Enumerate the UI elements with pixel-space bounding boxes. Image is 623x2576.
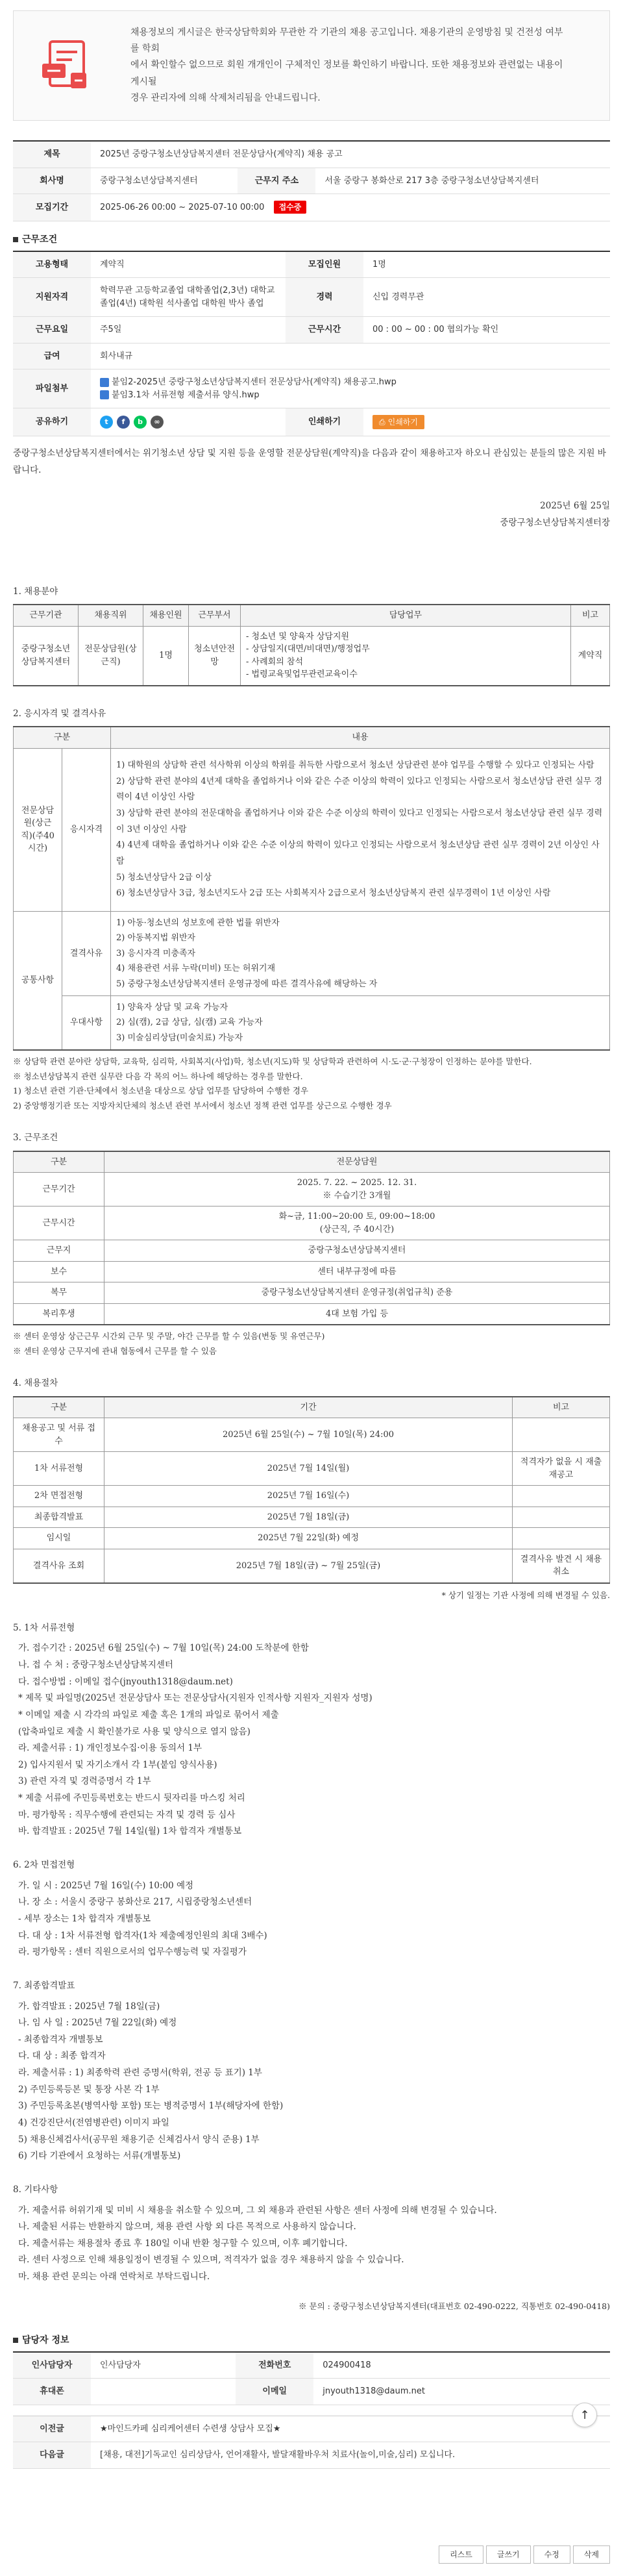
phone-value: 024900418 bbox=[313, 2352, 610, 2379]
file-name[interactable]: 붙임3.1차 서류전형 제출서류 양식.hwp bbox=[112, 390, 260, 400]
contact-note: ※ 문의 : 중랑구청소년상담복지센터(대표번호 02-490-0222, 직통번호 02-490-0418) bbox=[299, 2301, 610, 2311]
twitter-icon[interactable]: t bbox=[100, 416, 113, 429]
row-note bbox=[513, 1486, 610, 1507]
sub-cell: 응시자격 bbox=[62, 748, 111, 911]
share-cell bbox=[91, 408, 286, 436]
body-line: 가. 접수기간 : 2025년 6월 25일(수) ~ 7월 10일(목) 24:00 도착분에 한함 bbox=[18, 1643, 309, 1654]
row-key: 최종합격발표 bbox=[14, 1507, 104, 1528]
table-header: 채용인원 bbox=[143, 605, 189, 626]
notice-line: 경우 관리자에 의해 삭제처리됨을 안내드립니다. bbox=[130, 92, 321, 103]
body-line: 3) 주민등록초본(병역사항 포함) 또는 병적증명서 1부(해당자에 한함) bbox=[18, 2101, 284, 2112]
disq-item: 2) 아동복지법 위반자 bbox=[116, 933, 196, 944]
conditions-table bbox=[13, 251, 610, 437]
row-value bbox=[104, 1240, 610, 1262]
article-intro: 중랑구청소년상담복지센터에서는 위기청소년 상담 및 지원 등을 운영할 전문상담원(계약직)을 다음과 같이 채용하고자 하오니 관심있는 분들의 많은 지원 바랍니다. bbox=[13, 448, 606, 475]
row-key: 2차 면접전형 bbox=[14, 1486, 104, 1507]
post-info-table bbox=[13, 140, 610, 221]
facebook-icon[interactable]: f bbox=[117, 416, 130, 429]
duty-item: - 법령교육및업무관련교육이수 bbox=[246, 669, 358, 680]
body-line: 나. 장 소 : 서울시 중랑구 봉화산로 217, 시립중랑청소년센터 bbox=[18, 1897, 252, 1908]
phone-label: 전화번호 bbox=[236, 2352, 313, 2379]
row-key: 1차 서류전형 bbox=[14, 1452, 104, 1486]
org-cell: 중랑구청소년상담복지센터 bbox=[14, 626, 79, 686]
status-badge: 접수중 bbox=[274, 201, 307, 214]
delete-button[interactable]: 삭제 bbox=[573, 2545, 610, 2564]
sub-cell: 결격사유 bbox=[62, 912, 111, 996]
row-key: 복리후생 bbox=[14, 1303, 104, 1325]
article-date: 2025년 6월 25일 bbox=[540, 501, 610, 512]
table-row bbox=[14, 1240, 610, 1262]
body-line: * 제출 서류에 주민등록번호는 반드시 뒷자리를 마스킹 처리 bbox=[18, 1793, 245, 1804]
value-line: 2025. 7. 22. ~ 2025. 12. 31. bbox=[297, 1178, 417, 1188]
email-value[interactable]: jnyouth1318@daum.net bbox=[313, 2379, 610, 2405]
print-button[interactable] bbox=[373, 415, 424, 429]
body-line: 가. 일 시 : 2025년 7월 16일(수) 10:00 예정 bbox=[18, 1880, 194, 1891]
table-row bbox=[14, 1486, 610, 1507]
row-value bbox=[104, 1282, 610, 1304]
qual-item: 5) 청소년상담사 2급 이상 bbox=[116, 872, 212, 882]
article-body bbox=[13, 445, 610, 2314]
notice-line: 에서 확인할수 없으므로 회원 개개인이 구체적인 정보를 확인하기 바랍니다. 또한 채용정보와 관련없는 내용이 게시될 bbox=[130, 60, 563, 87]
link-icon[interactable]: ∞ bbox=[151, 416, 164, 429]
row-value bbox=[104, 1303, 610, 1325]
body-line: 6) 기타 기관에서 요청하는 서류(개별통보) bbox=[18, 2151, 181, 2162]
pref-item: 1) 양육자 상담 및 교육 가능자 bbox=[116, 1002, 228, 1012]
table-row bbox=[14, 1418, 610, 1452]
career-value: 신입 경력무관 bbox=[363, 278, 610, 317]
next-label: 다음글 bbox=[13, 2442, 91, 2469]
body-line: - 세부 장소는 1차 합격자 개별통보 bbox=[18, 1913, 151, 1924]
section-heading: 2. 응시자격 및 결격사유 bbox=[13, 708, 106, 719]
post-title: 2025년 중랑구청소년상담복지센터 전문상담사(계약직) 채용 공고 bbox=[91, 141, 610, 168]
qualification-value: 학력무관 고등학교졸업 대학졸업(2,3년) 대학교졸업(4년) 대학원 석사졸업 대학원 박사 졸업 bbox=[91, 278, 286, 317]
file-link[interactable] bbox=[100, 376, 601, 389]
print-button-label: 인쇄하기 bbox=[387, 418, 418, 427]
row-key: 근무시간 bbox=[14, 1207, 104, 1240]
note-cell: 계약직 bbox=[571, 626, 610, 686]
period-cell bbox=[91, 194, 610, 221]
qual-item: 6) 청소년상담사 3급, 청소년지도사 2급 또는 사회복지사 2급으로서 청소년상담복지 관련 실무경력이 1년 이상인 사람 bbox=[116, 888, 551, 899]
print-label: 인쇄하기 bbox=[286, 408, 363, 436]
row-value bbox=[104, 1173, 610, 1207]
table-header: 기간 bbox=[104, 1397, 513, 1418]
address-label: 근무지 주소 bbox=[238, 168, 315, 194]
title-label: 제목 bbox=[13, 141, 91, 168]
note-item: ※ 청소년상담복지 관련 실무란 다음 각 목의 어느 하나에 해당하는 경우를 말한다. bbox=[13, 1071, 303, 1081]
headcount-value: 1명 bbox=[363, 251, 610, 278]
table-header: 구분 bbox=[14, 1151, 104, 1173]
table-header: 근무기관 bbox=[14, 605, 79, 626]
section-heading: 6. 2차 면접전형 bbox=[13, 1860, 75, 1871]
row-note: 결격사유 발견 시 채용취소 bbox=[513, 1549, 610, 1583]
pref-item: 2) 심(캠), 2급 상담, 심(캠) 교육 가능자 bbox=[116, 1018, 263, 1028]
row-value: 2025년 7월 18일(금) bbox=[104, 1507, 513, 1528]
body-line: 다. 접수방법 : 이메일 접수(jnyouth1318@daum.net) bbox=[18, 1676, 233, 1687]
procedure-table bbox=[13, 1396, 610, 1584]
salary-value: 회사내규 bbox=[91, 343, 610, 369]
section-heading: 1. 채용분야 bbox=[13, 586, 58, 597]
section-heading: 3. 근무조건 bbox=[13, 1132, 58, 1144]
address-value: 서울 중랑구 봉화산로 217 3층 중랑구청소년상담복지센터 bbox=[315, 168, 610, 194]
email-label: 이메일 bbox=[236, 2379, 313, 2405]
employ-type-label: 고용형태 bbox=[13, 251, 91, 278]
disq-item: 4) 채용관련 서류 누락(미비) 또는 허위기재 bbox=[116, 964, 276, 974]
table-row bbox=[14, 1549, 610, 1583]
prev-post-link[interactable]: ★마인드카페 심리케어센터 수련생 상담사 모집★ bbox=[91, 2416, 610, 2442]
duty-item: - 사례회의 참석 bbox=[246, 657, 304, 667]
row-value: 2025년 6월 25일(수) ~ 7월 10일(목) 24:00 bbox=[104, 1418, 513, 1452]
square-bullet-icon bbox=[13, 237, 18, 242]
row-key: 결격사유 조회 bbox=[14, 1549, 104, 1583]
blog-icon[interactable]: b bbox=[134, 416, 147, 429]
contact-title: 담당자 정보 bbox=[22, 2334, 69, 2345]
body-line: 라. 제출서류 : 1) 개인정보수집·이용 동의서 1부 bbox=[18, 1743, 202, 1754]
dept-cell: 청소년안전망 bbox=[189, 626, 241, 686]
company-label: 회사명 bbox=[13, 168, 91, 194]
position-cell: 전문상담원(상근직) bbox=[79, 626, 143, 686]
section-body bbox=[13, 1640, 610, 1840]
disq-item: 3) 응시자격 미충족자 bbox=[116, 948, 196, 958]
row-value bbox=[104, 1207, 610, 1240]
body-line: 마. 평가항목 : 직무수행에 관련되는 자격 및 경력 등 심사 bbox=[18, 1809, 236, 1820]
table-row bbox=[14, 1507, 610, 1528]
row-value: 2025년 7월 16일(수) bbox=[104, 1486, 513, 1507]
value-line: ※ 수습기간 3개월 bbox=[323, 1190, 391, 1201]
mobile-label: 휴대폰 bbox=[13, 2379, 91, 2405]
value-line: (상근직, 주 40시간) bbox=[319, 1224, 395, 1234]
work-conditions-notes bbox=[13, 1329, 610, 1358]
work-days-label: 근무요일 bbox=[13, 317, 91, 344]
document-icon bbox=[33, 30, 104, 101]
note-item: ※ 상담학 관련 분야란 상담학, 교육학, 심리학, 사회복지(사업)학, 청소년(지도)학 및 상담학과 관련하여 시·도·군·구청장이 인정하는 분야를 말한다. bbox=[13, 1057, 532, 1067]
duty-item: - 상담일지(대면/비대면)/행정업무 bbox=[246, 644, 370, 655]
value-line: 센터 내부규정에 따름 bbox=[317, 1266, 397, 1277]
body-line: (압축파일로 제출 시 확인불가로 사용 및 양식으로 열지 않음) bbox=[18, 1726, 250, 1737]
notice-box bbox=[13, 10, 610, 121]
section-body bbox=[13, 1878, 610, 1961]
body-line: 다. 대 상 : 최종 합격자 bbox=[18, 2051, 106, 2062]
file-link[interactable] bbox=[100, 389, 601, 402]
print-cell bbox=[363, 408, 610, 436]
row-note: 적격자가 없을 시 재출 재공고 bbox=[513, 1452, 610, 1486]
note-item: 1) 청소년 관련 기관·단체에서 청소년을 대상으로 상담 업무를 담당하여 수행한 경우 bbox=[13, 1086, 309, 1096]
row-key: 임시일 bbox=[14, 1528, 104, 1549]
body-line: 다. 대 상 : 1차 서류전형 합격자(1차 제출예정인원의 최대 3배수) bbox=[18, 1930, 267, 1941]
prev-label: 이전글 bbox=[13, 2416, 91, 2442]
list-button[interactable]: 리스트 bbox=[439, 2545, 483, 2564]
count-cell: 1명 bbox=[143, 626, 189, 686]
sub-cell: 우대사항 bbox=[62, 995, 111, 1050]
file-icon bbox=[100, 390, 109, 399]
body-line: * 이메일 제출 시 각각의 파일로 제출 혹은 1개의 파일로 묶어서 제출 bbox=[18, 1709, 279, 1720]
section-heading: 4. 채용절차 bbox=[13, 1378, 58, 1389]
company-name: 중랑구청소년상담복지센터 bbox=[91, 168, 238, 194]
manager-label: 인사담당자 bbox=[13, 2352, 91, 2379]
write-button[interactable]: 글쓰기 bbox=[486, 2545, 531, 2564]
qualification-table bbox=[13, 726, 610, 1051]
career-label: 경력 bbox=[286, 278, 363, 317]
table-row bbox=[14, 1452, 610, 1486]
post-nav-table bbox=[13, 2416, 610, 2469]
files-cell bbox=[91, 369, 610, 408]
section-heading: 7. 최종합격발표 bbox=[13, 1980, 75, 1991]
table-header: 비고 bbox=[513, 1397, 610, 1418]
table-row bbox=[14, 1303, 610, 1325]
table-header: 비고 bbox=[571, 605, 610, 626]
group-cell: 공통사항 bbox=[14, 912, 62, 1051]
disq-item: 5) 중랑구청소년상담복지센터 운영규정에 따른 결격사유에 해당하는 자 bbox=[116, 979, 378, 989]
employ-type-value: 계약직 bbox=[91, 251, 286, 278]
bottom-buttons bbox=[439, 2545, 610, 2564]
body-line: 마. 채용 관련 문의는 아래 연락처로 부탁드립니다. bbox=[18, 2271, 210, 2282]
qual-item: 4) 4년제 대학을 졸업하거나 이와 같은 수준 이상의 학력이 있다고 인정되는 사람으로서 청소년상담 관련 실무 경력이 2년 이상인 사람 bbox=[116, 840, 600, 866]
section-heading: 8. 기타사항 bbox=[13, 2184, 58, 2195]
section-body bbox=[13, 1999, 610, 2165]
value-line: 화~금, 11:00~20:00 토, 09:00~18:00 bbox=[278, 1212, 435, 1222]
section-body bbox=[13, 2203, 610, 2286]
table-row bbox=[14, 1207, 610, 1240]
row-value: 2025년 7월 22일(화) 예정 bbox=[104, 1528, 513, 1549]
row-key: 근무지 bbox=[14, 1240, 104, 1262]
table-row bbox=[14, 1173, 610, 1207]
conditions-heading bbox=[13, 233, 610, 247]
work-time-label: 근무시간 bbox=[286, 317, 363, 344]
edit-button[interactable]: 수정 bbox=[533, 2545, 570, 2564]
row-note bbox=[513, 1418, 610, 1452]
note-item: ※ 센터 운영상 근무지에 관내 협동에서 근무를 할 수 있음 bbox=[13, 1345, 217, 1356]
row-note bbox=[513, 1507, 610, 1528]
qualification-notes bbox=[13, 1055, 610, 1113]
row-key: 근무기간 bbox=[14, 1173, 104, 1207]
period-label: 모집기간 bbox=[13, 194, 91, 221]
body-line: 나. 접 수 처 : 중랑구청소년상담복지센터 bbox=[18, 1659, 173, 1670]
disq-cell bbox=[111, 912, 610, 996]
row-value: 2025년 7월 14일(월) bbox=[104, 1452, 513, 1486]
conditions-title: 근무조건 bbox=[22, 234, 58, 245]
body-line: 4) 건강진단서(전염병관련) 이미지 파일 bbox=[18, 2117, 169, 2128]
arrow-up-icon: ↑ bbox=[580, 2408, 590, 2422]
headcount-label: 모집인원 bbox=[286, 251, 363, 278]
procedure-note: * 상기 일정는 기관 사정에 의해 변경될 수 있음. bbox=[441, 1590, 610, 1600]
qual-item: 2) 상담학 관련 분야의 4년제 대학을 졸업하거나 이와 같은 수준 이상의 학력이 있다고 인정되는 사람으로서 청소년상담 관련 실무 경력이 4년 이상인 사람 bbox=[116, 776, 603, 803]
note-item: ※ 센터 운영상 상근근무 시간외 근무 및 주말, 야간 근무를 할 수 있음(변동 및 유연근무) bbox=[13, 1331, 325, 1342]
quals-cell bbox=[111, 748, 610, 911]
contact-table bbox=[13, 2351, 610, 2405]
notice-line: 채용정보의 게시글은 한국상담학회와 무관한 각 기관의 채용 공고입니다. 채용기관의 운영방침 및 건전성 여부를 학회 bbox=[130, 27, 563, 55]
table-row bbox=[14, 1528, 610, 1549]
row-note bbox=[513, 1528, 610, 1549]
duties-cell bbox=[241, 626, 571, 686]
note-item: 2) 중앙행정기관 또는 지방자치단체의 청소년 관련 부서에서 청소년 정책 관련 업무를 상근으로 수행한 경우 bbox=[13, 1100, 392, 1110]
group-cell: 전문상담원(상근직)(주40시간) bbox=[14, 748, 62, 911]
body-line: 3) 관련 자격 및 경력증명서 각 1부 bbox=[18, 1776, 151, 1787]
work-days-value: 주5일 bbox=[91, 317, 286, 344]
recruit-field-table bbox=[13, 604, 610, 686]
files-label: 파일첨부 bbox=[13, 369, 91, 408]
body-line: 다. 제출서류는 채용절차 종료 후 180일 이내 반환 청구할 수 있으며, 이후 폐기합니다. bbox=[18, 2238, 348, 2249]
printer-icon: ⎙ bbox=[379, 418, 385, 427]
article-signer: 중랑구청소년상담복지센터장 bbox=[500, 517, 610, 528]
file-name[interactable]: 붙임2-2025년 중랑구청소년상담복지센터 전문상담사(계약직) 채용공고.hwp bbox=[112, 377, 397, 387]
qualification-label: 지원자격 bbox=[13, 278, 91, 317]
work-time-value: 00 : 00 ~ 00 : 00 협의가능 확인 bbox=[363, 317, 610, 344]
value-line: 중랑구청소년상담복지센터 운영규정(취업규칙) 준용 bbox=[261, 1288, 453, 1298]
table-header: 내용 bbox=[111, 727, 610, 748]
body-line: 나. 임 사 일 : 2025년 7월 22일(화) 예정 bbox=[18, 2018, 177, 2029]
section-heading: 5. 1차 서류전형 bbox=[13, 1622, 75, 1633]
square-bullet-icon bbox=[13, 2338, 18, 2343]
manager-value: 인사담당자 bbox=[91, 2352, 236, 2379]
body-line: 나. 제출된 서류는 반환하지 않으며, 채용 관련 사항 외 다른 목적으로 사용하지 않습니다. bbox=[18, 2221, 356, 2232]
scroll-top-button[interactable] bbox=[572, 2403, 597, 2427]
work-conditions-table bbox=[13, 1151, 610, 1326]
share-label: 공유하기 bbox=[13, 408, 91, 436]
value-line: 4대 보험 가입 등 bbox=[325, 1308, 389, 1319]
table-header: 전문상담원 bbox=[104, 1151, 610, 1173]
notice-text bbox=[130, 25, 570, 106]
body-line: 가. 제출서류 허위기재 및 미비 시 채용을 취소할 수 있으며, 그 외 채용과 관련된 사항은 센터 사정에 의해 변경될 수 있습니다. bbox=[18, 2205, 497, 2216]
table-header: 담당업무 bbox=[241, 605, 571, 626]
body-line: * 제목 및 파일명(2025년 전문상담사 또는 전문상담사(지원자 인적사항 지원자_지원자 성명) bbox=[18, 1693, 373, 1704]
row-value: 2025년 7월 18일(금) ~ 7월 25일(금) bbox=[104, 1549, 513, 1583]
table-header: 구분 bbox=[14, 727, 111, 748]
row-key: 복무 bbox=[14, 1282, 104, 1304]
pref-cell bbox=[111, 995, 610, 1050]
salary-label: 급여 bbox=[13, 343, 91, 369]
mobile-value bbox=[91, 2379, 236, 2405]
body-line: 5) 채용신체검사서(공무원 채용기준 신체검사서 양식 준용) 1부 bbox=[18, 2134, 260, 2145]
table-header: 채용직위 bbox=[79, 605, 143, 626]
body-line: 바. 합격발표 : 2025년 7월 14일(월) 1차 합격자 개별통보 bbox=[18, 1826, 242, 1837]
qual-item: 3) 상담학 관련 분야의 전문대학을 졸업하거나 이와 같은 수준 이상의 학력이 있다고 인정되는 사람으로서 청소년상담 관련 실무 경력이 3년 이상인 사람 bbox=[116, 808, 603, 834]
body-line: - 최종합격자 개별통보 bbox=[18, 2034, 103, 2045]
body-line: 가. 합격발표 : 2025년 7월 18일(금) bbox=[18, 2001, 160, 2012]
body-line: 2) 주민등록등본 및 통장 사본 각 1부 bbox=[18, 2084, 160, 2095]
qual-item: 1) 대학원의 상담학 관련 석사학위 이상의 학위를 취득한 사람으로서 청소년 상담관련 분야 업무를 수행할 수 있다고 인정되는 사람 bbox=[116, 760, 594, 770]
table-row bbox=[14, 1261, 610, 1282]
duty-item: - 청소년 및 양육자 상담지원 bbox=[246, 631, 350, 642]
body-line: 2) 입사지원서 및 자기소개서 각 1부(붙임 양식사용) bbox=[18, 1759, 217, 1770]
file-icon bbox=[100, 378, 109, 387]
pref-item: 3) 미술심리상담(미술치료) 가능자 bbox=[116, 1032, 243, 1043]
table-row bbox=[14, 1282, 610, 1304]
body-line: 라. 평가항목 : 센터 직원으로서의 업무수행능력 및 자질평가 bbox=[18, 1947, 247, 1958]
body-line: 라. 제출서류 : 1) 최종학력 관련 증명서(학위, 전공 등 표기) 1부 bbox=[18, 2068, 262, 2079]
table-header: 근무부서 bbox=[189, 605, 241, 626]
row-value bbox=[104, 1261, 610, 1282]
row-key: 채용공고 및 서류 접수 bbox=[14, 1418, 104, 1452]
next-post-link[interactable]: [채용, 대전]기독교인 심리상담사, 언어재활사, 발달재활바우처 치료사(놀이,미술,심리) 모십니다. bbox=[91, 2442, 610, 2469]
contact-heading bbox=[13, 2334, 610, 2347]
body-line: 라. 센터 사정으로 인해 채용일정이 변경될 수 있으며, 적격자가 없을 경우 채용하지 않을 수 있습니다. bbox=[18, 2255, 404, 2266]
period-value: 2025-06-26 00:00 ~ 2025-07-10 00:00 bbox=[100, 203, 265, 212]
value-line: 중랑구청소년상담복지센터 bbox=[308, 1245, 406, 1256]
row-key: 보수 bbox=[14, 1261, 104, 1282]
disq-item: 1) 아동·청소년의 성보호에 관한 법률 위반자 bbox=[116, 918, 280, 929]
table-header: 구분 bbox=[14, 1397, 104, 1418]
